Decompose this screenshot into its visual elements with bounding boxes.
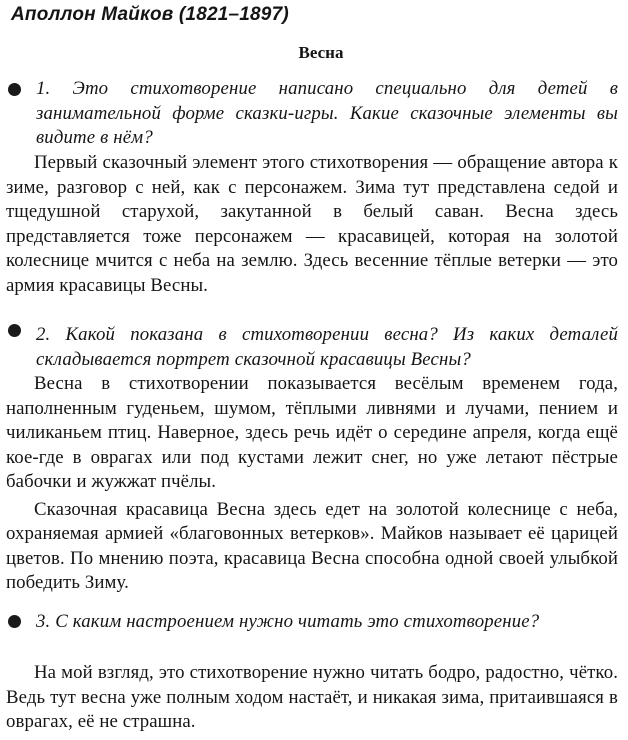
answer-2 <box>6 372 618 596</box>
bullet-icon <box>8 615 21 628</box>
bullet-icon <box>8 324 21 337</box>
answer-paragraph: Сказочная красавица Весна здесь едет на золотой колеснице с неба, охраняемая армией «благовонных ветерков». Майков называет её царицей цветов. По мнению поэта, красавица Весна способна одной своей улыбкой победить Зиму. <box>6 498 618 593</box>
question-3: 3. С каким настроением нужно читать это стихотворение? <box>36 611 540 632</box>
answer-1 <box>6 151 618 298</box>
answer-paragraph: Весна в стихотворении показывается весёлым временем года, наполненным гуденьем, шумом, тёплыми ливнями и лучами, пением и чиликаньем птиц. Наверное, здесь речь идёт о середине апреля, когда ещё кое-где в оврагах или под кустами лежит снег, но уже летают пёстрые бабочки и жужжат пчёлы. <box>6 373 618 492</box>
answer-paragraph: Первый сказочный элемент этого стихотворения — обращение автора к зиме, разговор с ней, как с персонажем. Зима тут представлена седой и тщедушной старухой, закутанной в белый саван. Весна здесь представляется тоже персонажем — красавицей, которая на золотой колеснице мчится с неба на землю. Здесь весенние тёплые ветерки — это армия красавицы Весны. <box>6 152 618 296</box>
answer-paragraph: На мой взгляд, это стихотворение нужно читать бодро, радостно, чётко. Ведь тут весна уже полным ходом настаёт, и никакая зима, притаившаяся в оврагах, её не страшна. <box>6 662 618 732</box>
question-2: 2. Какой показана в стихотворении весна? Из каких деталей складывается портрет сказочной красавицы Весны? <box>36 324 618 370</box>
question-1: 1. Это стихотворение написано специально для детей в занимательной форме сказки-игры. Какие сказочные элементы вы видите в нём? <box>36 78 618 148</box>
poem-title: Весна <box>298 43 344 62</box>
answer-3 <box>6 661 618 735</box>
bullet-icon <box>8 83 21 96</box>
author-heading: Аполлон Майков (1821–1897) <box>11 4 289 25</box>
